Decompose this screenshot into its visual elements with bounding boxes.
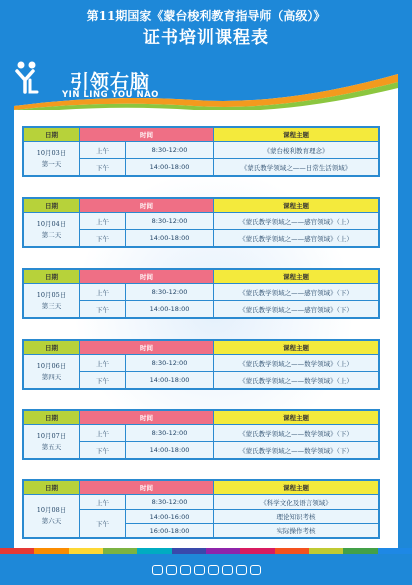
header-theme: 课程主题 (214, 128, 379, 142)
period-cell: 下午 (80, 510, 126, 538)
smiley-icon (236, 565, 247, 575)
date-cell (24, 142, 80, 176)
theme-cell: 《科学文化及语言领域》 (214, 495, 379, 510)
date-cell (24, 213, 80, 247)
day-label: 第一天 (41, 159, 62, 168)
time-cell: 14:00-18:00 (126, 230, 214, 247)
theme-cell: 《蒙氏教学领域之——感官领域》（上） (214, 230, 379, 247)
date-label: 10月07日 (36, 431, 67, 440)
period-cell: 上午 (80, 284, 126, 301)
header-theme: 课程主题 (214, 481, 379, 495)
table-header (24, 341, 379, 355)
date-label: 10月05日 (36, 290, 67, 299)
day-block (22, 409, 380, 460)
time-cell: 14:00-18:00 (126, 159, 214, 176)
period-cell: 上午 (80, 425, 126, 442)
theme-cell: 《蒙氏教学领域之——数学领域》（下） (214, 425, 379, 442)
theme-cell: 《蒙氏教学领域之——感官领域》（上） (214, 213, 379, 230)
date-label: 10月08日 (36, 506, 67, 514)
footer (0, 560, 412, 580)
time-cell: 14:00-18:00 (126, 301, 214, 318)
logo-name-en: YIN LING YOU NAO (62, 90, 159, 100)
title-line-2: 证书培训课程表 (143, 28, 269, 48)
period-cell: 下午 (80, 301, 126, 318)
table-header (24, 481, 379, 495)
period-cell: 下午 (80, 230, 126, 247)
time-cell: 14:00-16:00 (126, 510, 214, 524)
yl-logo-icon (14, 60, 40, 96)
period-cell: 上午 (80, 355, 126, 372)
header-date: 日期 (24, 481, 80, 495)
header-theme: 课程主题 (214, 341, 379, 355)
smiley-icon (180, 565, 191, 575)
logo-banner (14, 60, 398, 110)
theme-cell: 《蒙氏教学领域之——感官领域》（下） (214, 284, 379, 301)
theme-cell: 《蒙氏教学领域之——感官领域》（下） (214, 301, 379, 318)
theme-cell: 《蒙氏教学领域之——数学领域》（下） (214, 442, 379, 459)
period-cell: 上午 (80, 142, 126, 159)
header-theme: 课程主题 (214, 199, 379, 213)
time-cell: 8:30-12:00 (126, 142, 214, 159)
logo-name-cn: 引领右脑 (70, 71, 151, 93)
header-date: 日期 (24, 270, 80, 284)
period-cell: 下午 (80, 372, 126, 389)
table-header (24, 128, 379, 142)
table-row (24, 355, 379, 372)
date-label: 10月04日 (36, 219, 67, 228)
smiley-icon (194, 565, 205, 575)
theme-cell: 《蒙台梭利教育理念》 (214, 142, 379, 159)
smiley-icon (152, 565, 163, 575)
time-cell: 8:30-12:00 (126, 213, 214, 230)
header-time: 时间 (80, 128, 214, 142)
time-cell: 14:00-18:00 (126, 442, 214, 459)
header-time: 时间 (80, 411, 214, 425)
table-header (24, 199, 379, 213)
header-date: 日期 (24, 341, 80, 355)
day-block (22, 126, 380, 177)
table-row (24, 213, 379, 230)
date-cell (24, 495, 80, 538)
day-block (22, 197, 380, 248)
date-cell (24, 284, 80, 318)
day-label: 第四天 (41, 372, 62, 381)
header-time: 时间 (80, 270, 214, 284)
header-time: 时间 (80, 199, 214, 213)
table-row (24, 284, 379, 301)
date-cell (24, 355, 80, 389)
table-header (24, 411, 379, 425)
day-label: 第三天 (41, 301, 62, 310)
time-cell: 8:30-12:00 (126, 495, 214, 510)
header-time: 时间 (80, 481, 214, 495)
smiley-icon (166, 565, 177, 575)
day-block (22, 268, 380, 319)
date-label: 10月06日 (36, 361, 67, 370)
header-date: 日期 (24, 128, 80, 142)
date-label: 10月03日 (36, 148, 67, 157)
footer-icon-row (152, 565, 261, 575)
header-time: 时间 (80, 341, 214, 355)
period-cell: 下午 (80, 159, 126, 176)
time-cell: 8:30-12:00 (126, 425, 214, 442)
time-cell: 16:00-18:00 (126, 524, 214, 538)
header-date: 日期 (24, 411, 80, 425)
page-title (0, 8, 412, 49)
table-row (24, 425, 379, 442)
time-cell: 8:30-12:00 (126, 284, 214, 301)
header-theme: 课程主题 (214, 270, 379, 284)
theme-cell: 《蒙氏教学领域之——数学领域》（上） (214, 355, 379, 372)
time-cell: 14:00-18:00 (126, 372, 214, 389)
smiley-icon (208, 565, 219, 575)
table-row (24, 495, 379, 510)
theme-cell: 《蒙氏教学领域之——日常生活领域》 (214, 159, 379, 176)
day-block (22, 479, 380, 539)
day-block (22, 339, 380, 390)
period-cell: 下午 (80, 442, 126, 459)
date-cell (24, 425, 80, 459)
smiley-icon (222, 565, 233, 575)
table-header (24, 270, 379, 284)
theme-cell: 实际操作考核 (214, 524, 379, 538)
theme-cell: 《蒙氏教学领域之——数学领域》（上） (214, 372, 379, 389)
title-line-1: 第11期国家《蒙台梭利教育指导师（高级）》 (86, 9, 326, 23)
table-row (24, 142, 379, 159)
time-cell: 8:30-12:00 (126, 355, 214, 372)
period-cell: 上午 (80, 213, 126, 230)
day-label: 第六天 (41, 517, 62, 525)
period-cell: 上午 (80, 495, 126, 510)
day-label: 第五天 (41, 442, 62, 451)
day-label: 第二天 (41, 230, 62, 239)
header-theme: 课程主题 (214, 411, 379, 425)
smiley-icon (250, 565, 261, 575)
theme-cell: 理论知识考核 (214, 510, 379, 524)
header-date: 日期 (24, 199, 80, 213)
color-stripe (0, 548, 412, 554)
